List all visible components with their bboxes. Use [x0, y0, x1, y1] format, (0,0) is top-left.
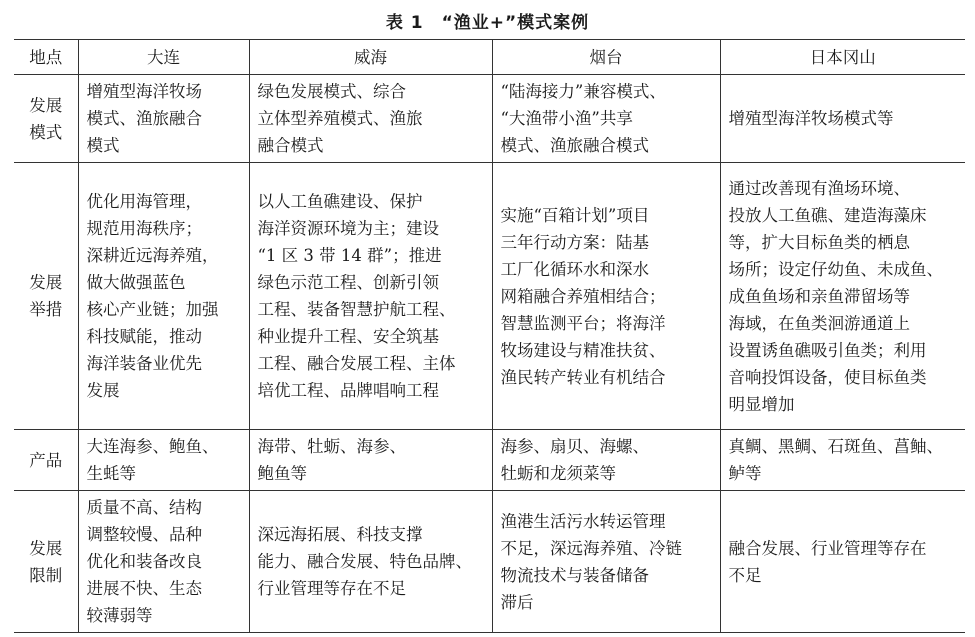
table-cell: 优化用海管理， 规范用海秩序； 深耕近远海养殖， 做大做强蓝色 核心产业链；加强 科技赋能，推动 海洋装备业优先 发展 — [78, 163, 249, 430]
header-row — [14, 40, 965, 75]
table-row-products — [14, 430, 965, 491]
table-cell: 海带、牡蛎、海参、 鲍鱼等 — [249, 430, 492, 491]
table-cell: 真鲷、黑鲷、石斑鱼、菖鲉、 鲈等 — [720, 430, 965, 491]
row-label: 产品 — [14, 430, 78, 491]
row-label: 发展 模式 — [14, 75, 78, 163]
row-label: 发展 限制 — [14, 491, 78, 633]
table-cell: 融合发展、行业管理等存在 不足 — [720, 491, 965, 633]
header-yantai: 烟台 — [492, 40, 720, 75]
table-cell: 通过改善现有渔场环境、 投放人工鱼礁、建造海藻床 等，扩大目标鱼类的栖息 场所；设定仔幼鱼、未成鱼、 成鱼鱼场和亲鱼滞留场等 海域，在鱼类洄游通道上 设置诱鱼礁吸引鱼类；利用 音响投饵设备，使目标鱼类 明显增加 — [720, 163, 965, 430]
header-okayama: 日本冈山 — [720, 40, 965, 75]
table-cell: 质量不高、结构 调整较慢、品种 优化和装备改良 进展不快、生态 较薄弱等 — [78, 491, 249, 633]
header-weihai: 威海 — [249, 40, 492, 75]
table-cell: 实施“百箱计划”项目 三年行动方案：陆基 工厂化循环水和深水 网箱融合养殖相结合； 智慧监测平台；将海洋 牧场建设与精准扶贫、 渔民转产转业有机结合 — [492, 163, 720, 430]
table-cell: 大连海参、鲍鱼、 生蚝等 — [78, 430, 249, 491]
table-cell: 深远海拓展、科技支撑 能力、融合发展、特色品牌、 行业管理等存在不足 — [249, 491, 492, 633]
table-title: 表 1 “渔业+”模式案例 — [385, 13, 590, 33]
row-label: 发展 举措 — [14, 163, 78, 430]
header-dalian: 大连 — [78, 40, 249, 75]
header-location: 地点 — [14, 40, 78, 75]
table-cell: 增殖型海洋牧场模式等 — [720, 75, 965, 163]
case-table — [14, 39, 965, 633]
table-cell: 绿色发展模式、综合 立体型养殖模式、渔旅 融合模式 — [249, 75, 492, 163]
table-cell: 以人工鱼礁建设、保护 海洋资源环境为主；建设 “1 区 3 带 14 群”；推进 绿色示范工程、创新引领 工程、装备智慧护航工程、 种业提升工程、安全筑基 工程、融合发展工程、主体 培优工程、品牌唱响工程 — [249, 163, 492, 430]
table-cell: 增殖型海洋牧场 模式、渔旅融合 模式 — [78, 75, 249, 163]
table-cell: “陆海接力”兼容模式、 “大渔带小渔”共享 模式、渔旅融合模式 — [492, 75, 720, 163]
table-row-development-measures — [14, 163, 965, 430]
table-row-development-mode — [14, 75, 965, 163]
table-cell: 渔港生活污水转运管理 不足，深远海养殖、冷链 物流技术与装备储备 滞后 — [492, 491, 720, 633]
table-row-development-limits — [14, 491, 965, 633]
table-cell: 海参、扇贝、海螺、 牡蛎和龙须菜等 — [492, 430, 720, 491]
